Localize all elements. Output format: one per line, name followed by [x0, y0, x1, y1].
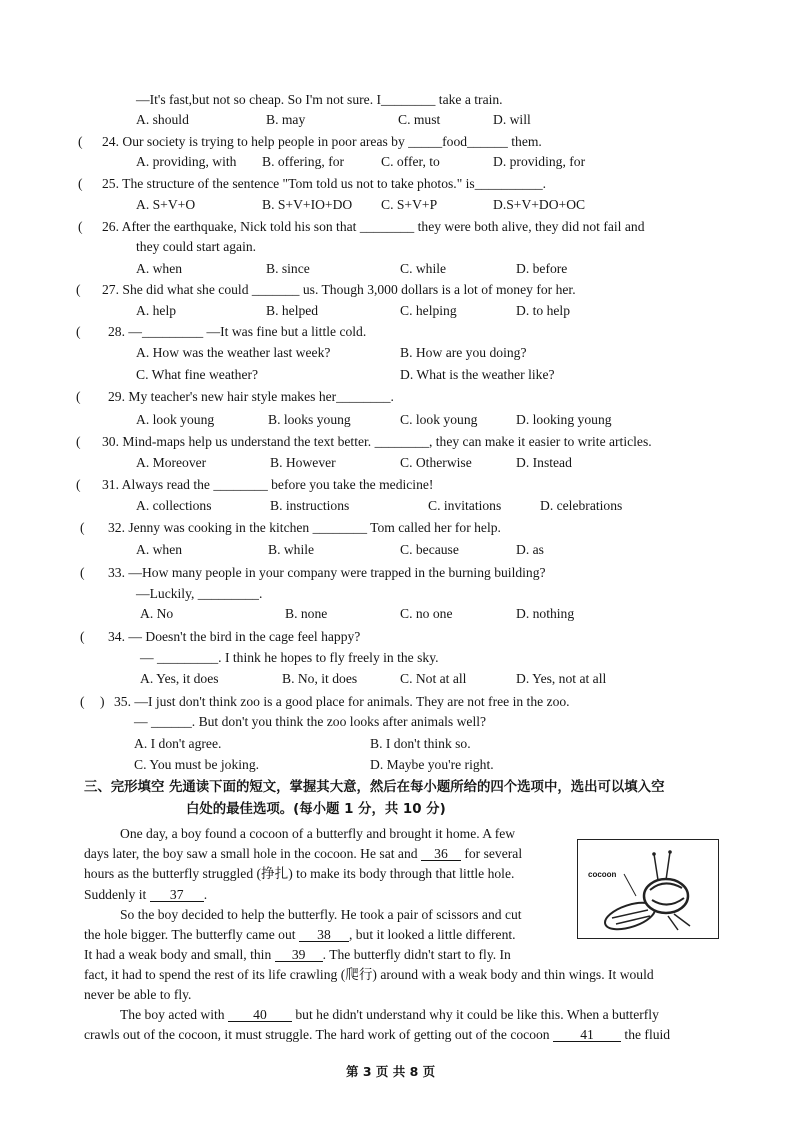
- passage-line: never be able to fly.: [84, 987, 192, 1002]
- question-26: 26. After the earthquake, Nick told his son that ________ they were both alive, they did not fail and: [102, 219, 645, 234]
- question-35-reply: — ______. But don't you think the zoo looks after animals well?: [134, 714, 487, 729]
- passage-line: the hole bigger. The butterfly came out 38 , but it looked a little different.: [84, 927, 516, 942]
- q33-option-d: D. nothing: [516, 606, 575, 621]
- q34-option-d: D. Yes, not at all: [516, 671, 607, 686]
- passage-line: fact, it had to spend the rest of its life crawling (爬行) around with a weak body and thin wings. It would: [84, 967, 654, 982]
- blank-36: 36: [421, 845, 461, 861]
- q23-option-a: A. should: [136, 112, 189, 127]
- q34-option-c: C. Not at all: [400, 671, 467, 686]
- butterfly-drawing: [578, 840, 718, 938]
- q27-option-c: C. helping: [400, 303, 457, 318]
- q28-option-d: D. What is the weather like?: [400, 367, 555, 382]
- q31-option-c: C. invitations: [428, 498, 502, 513]
- question-26-continued: they could start again.: [136, 239, 257, 254]
- question-28: 28. —_________ —It was fine but a little cold.: [108, 324, 367, 339]
- q28-option-b: B. How are you doing?: [400, 345, 527, 360]
- question-34-reply: — _________. I think he hopes to fly freely in the sky.: [140, 650, 439, 665]
- q25-option-d: D.S+V+DO+OC: [493, 197, 586, 212]
- q24-option-b: B. offering, for: [262, 154, 345, 169]
- answer-paren-open: (: [80, 694, 85, 709]
- passage-line: Suddenly it 37 .: [84, 887, 208, 902]
- butterfly-illustration: [577, 839, 719, 939]
- answer-paren-open: (: [76, 282, 81, 297]
- q31-option-d: D. celebrations: [540, 498, 623, 513]
- question-29: 29. My teacher's new hair style makes her________.: [108, 389, 394, 404]
- q32-option-b: B. while: [268, 542, 315, 557]
- blank-41: 41: [553, 1026, 621, 1042]
- answer-paren-open: (: [76, 389, 81, 404]
- question-25: 25. The structure of the sentence "Tom told us not to take photos." is__________.: [102, 176, 547, 191]
- q23-option-c: C. must: [398, 112, 441, 127]
- q25-option-c: C. S+V+P: [381, 197, 438, 212]
- answer-paren-open: (: [80, 565, 85, 580]
- q33-option-b: B. none: [285, 606, 328, 621]
- q35-option-b: B. I don't think so.: [370, 736, 471, 751]
- passage-line: hours as the butterfly struggled (挣扎) to make its body through that little hole.: [84, 866, 515, 881]
- question-33-reply: —Luckily, _________.: [136, 586, 263, 601]
- q30-option-a: A. Moreover: [136, 455, 207, 470]
- answer-paren-close: ): [100, 694, 105, 709]
- q28-option-c: C. What fine weather?: [136, 367, 259, 382]
- q32-option-d: D. as: [516, 542, 544, 557]
- question-23-dialog-line: —It's fast,but not so cheap. So I'm not sure. I________ take a train.: [136, 92, 503, 107]
- q27-option-d: D. to help: [516, 303, 570, 318]
- section-title-line-2: 白处的最佳选项。(每小题 1 分，共 10 分): [186, 802, 446, 817]
- q23-option-b: B. may: [266, 112, 306, 127]
- q35-option-c: C. You must be joking.: [134, 757, 260, 772]
- q33-option-c: C. no one: [400, 606, 453, 621]
- question-34: 34. — Doesn't the bird in the cage feel happy?: [108, 629, 361, 644]
- question-24: 24. Our society is trying to help people in poor areas by _____food______ them.: [102, 134, 542, 149]
- q29-option-a: A. look young: [136, 412, 215, 427]
- q34-option-a: A. Yes, it does: [140, 671, 219, 686]
- question-30: 30. Mind-maps help us understand the text better. ________, they can make it easier to write articles.: [102, 434, 652, 449]
- passage-line: So the boy decided to help the butterfly. He took a pair of scissors and cut: [120, 907, 522, 922]
- question-33: 33. —How many people in your company were trapped in the burning building?: [108, 565, 546, 580]
- answer-paren-open: (: [76, 477, 81, 492]
- question-32: 32. Jenny was cooking in the kitchen ________ Tom called her for help.: [108, 520, 501, 535]
- q26-option-b: B. since: [266, 261, 310, 276]
- passage-line: crawls out of the cocoon, it must struggle. The hard work of getting out of the cocoon 41 the fluid: [84, 1027, 671, 1042]
- cocoon-label: cocoon: [588, 870, 617, 879]
- blank-38: 38: [299, 926, 349, 942]
- question-35: 35. —I just don't think zoo is a good place for animals. They are not free in the zoo.: [114, 694, 570, 709]
- q27-option-a: A. help: [136, 303, 177, 318]
- q25-option-b: B. S+V+IO+DO: [262, 197, 353, 212]
- q29-option-b: B. looks young: [268, 412, 351, 427]
- answer-paren-open: (: [78, 134, 83, 149]
- q26-option-c: C. while: [400, 261, 447, 276]
- answer-paren-open: (: [76, 434, 81, 449]
- q23-option-d: D. will: [493, 112, 531, 127]
- blank-37: 37: [150, 886, 204, 902]
- q24-option-d: D. providing, for: [493, 154, 586, 169]
- passage-line: It had a weak body and small, thin 39 . The butterfly didn't start to fly. In: [84, 947, 511, 962]
- section-title-line-1: 三、完形填空 先通读下面的短文，掌握其大意，然后在每小题所给的四个选项中，选出可以填入空: [84, 780, 665, 795]
- q28-option-a: A. How was the weather last week?: [136, 345, 331, 360]
- question-31: 31. Always read the ________ before you take the medicine!: [102, 477, 434, 492]
- q35-option-d: D. Maybe you're right.: [370, 757, 494, 772]
- passage-line: The boy acted with 40 but he didn't understand why it could be like this. When a butterfly: [120, 1007, 659, 1022]
- q30-option-c: C. Otherwise: [400, 455, 472, 470]
- passage-line: One day, a boy found a cocoon of a butterfly and brought it home. A few: [120, 826, 516, 841]
- q29-option-d: D. looking young: [516, 412, 612, 427]
- q31-option-a: A. collections: [136, 498, 212, 513]
- q32-option-c: C. because: [400, 542, 459, 557]
- q25-option-a: A. S+V+O: [136, 197, 196, 212]
- q30-option-d: D. Instead: [516, 455, 572, 470]
- q35-option-a: A. I don't agree.: [134, 736, 222, 751]
- q26-option-a: A. when: [136, 261, 183, 276]
- q33-option-a: A. No: [140, 606, 174, 621]
- question-27: 27. She did what she could _______ us. Though 3,000 dollars is a lot of money for her.: [102, 282, 576, 297]
- q26-option-d: D. before: [516, 261, 568, 276]
- q29-option-c: C. look young: [400, 412, 478, 427]
- answer-paren-open: (: [78, 176, 83, 191]
- q24-option-a: A. providing, with: [136, 154, 237, 169]
- answer-paren-open: (: [80, 629, 85, 644]
- q31-option-b: B. instructions: [270, 498, 350, 513]
- answer-paren-open: (: [76, 324, 81, 339]
- answer-paren-open: (: [80, 520, 85, 535]
- q30-option-b: B. However: [270, 455, 336, 470]
- answer-paren-open: (: [78, 219, 83, 234]
- passage-line: days later, the boy saw a small hole in the cocoon. He sat and 36 for several: [84, 846, 523, 861]
- blank-40: 40: [228, 1006, 292, 1022]
- blank-39: 39: [275, 946, 323, 962]
- q32-option-a: A. when: [136, 542, 183, 557]
- q34-option-b: B. No, it does: [282, 671, 358, 686]
- q24-option-c: C. offer, to: [381, 154, 440, 169]
- page-number: 第 3 页 共 8 页: [346, 1064, 436, 1079]
- q27-option-b: B. helped: [266, 303, 319, 318]
